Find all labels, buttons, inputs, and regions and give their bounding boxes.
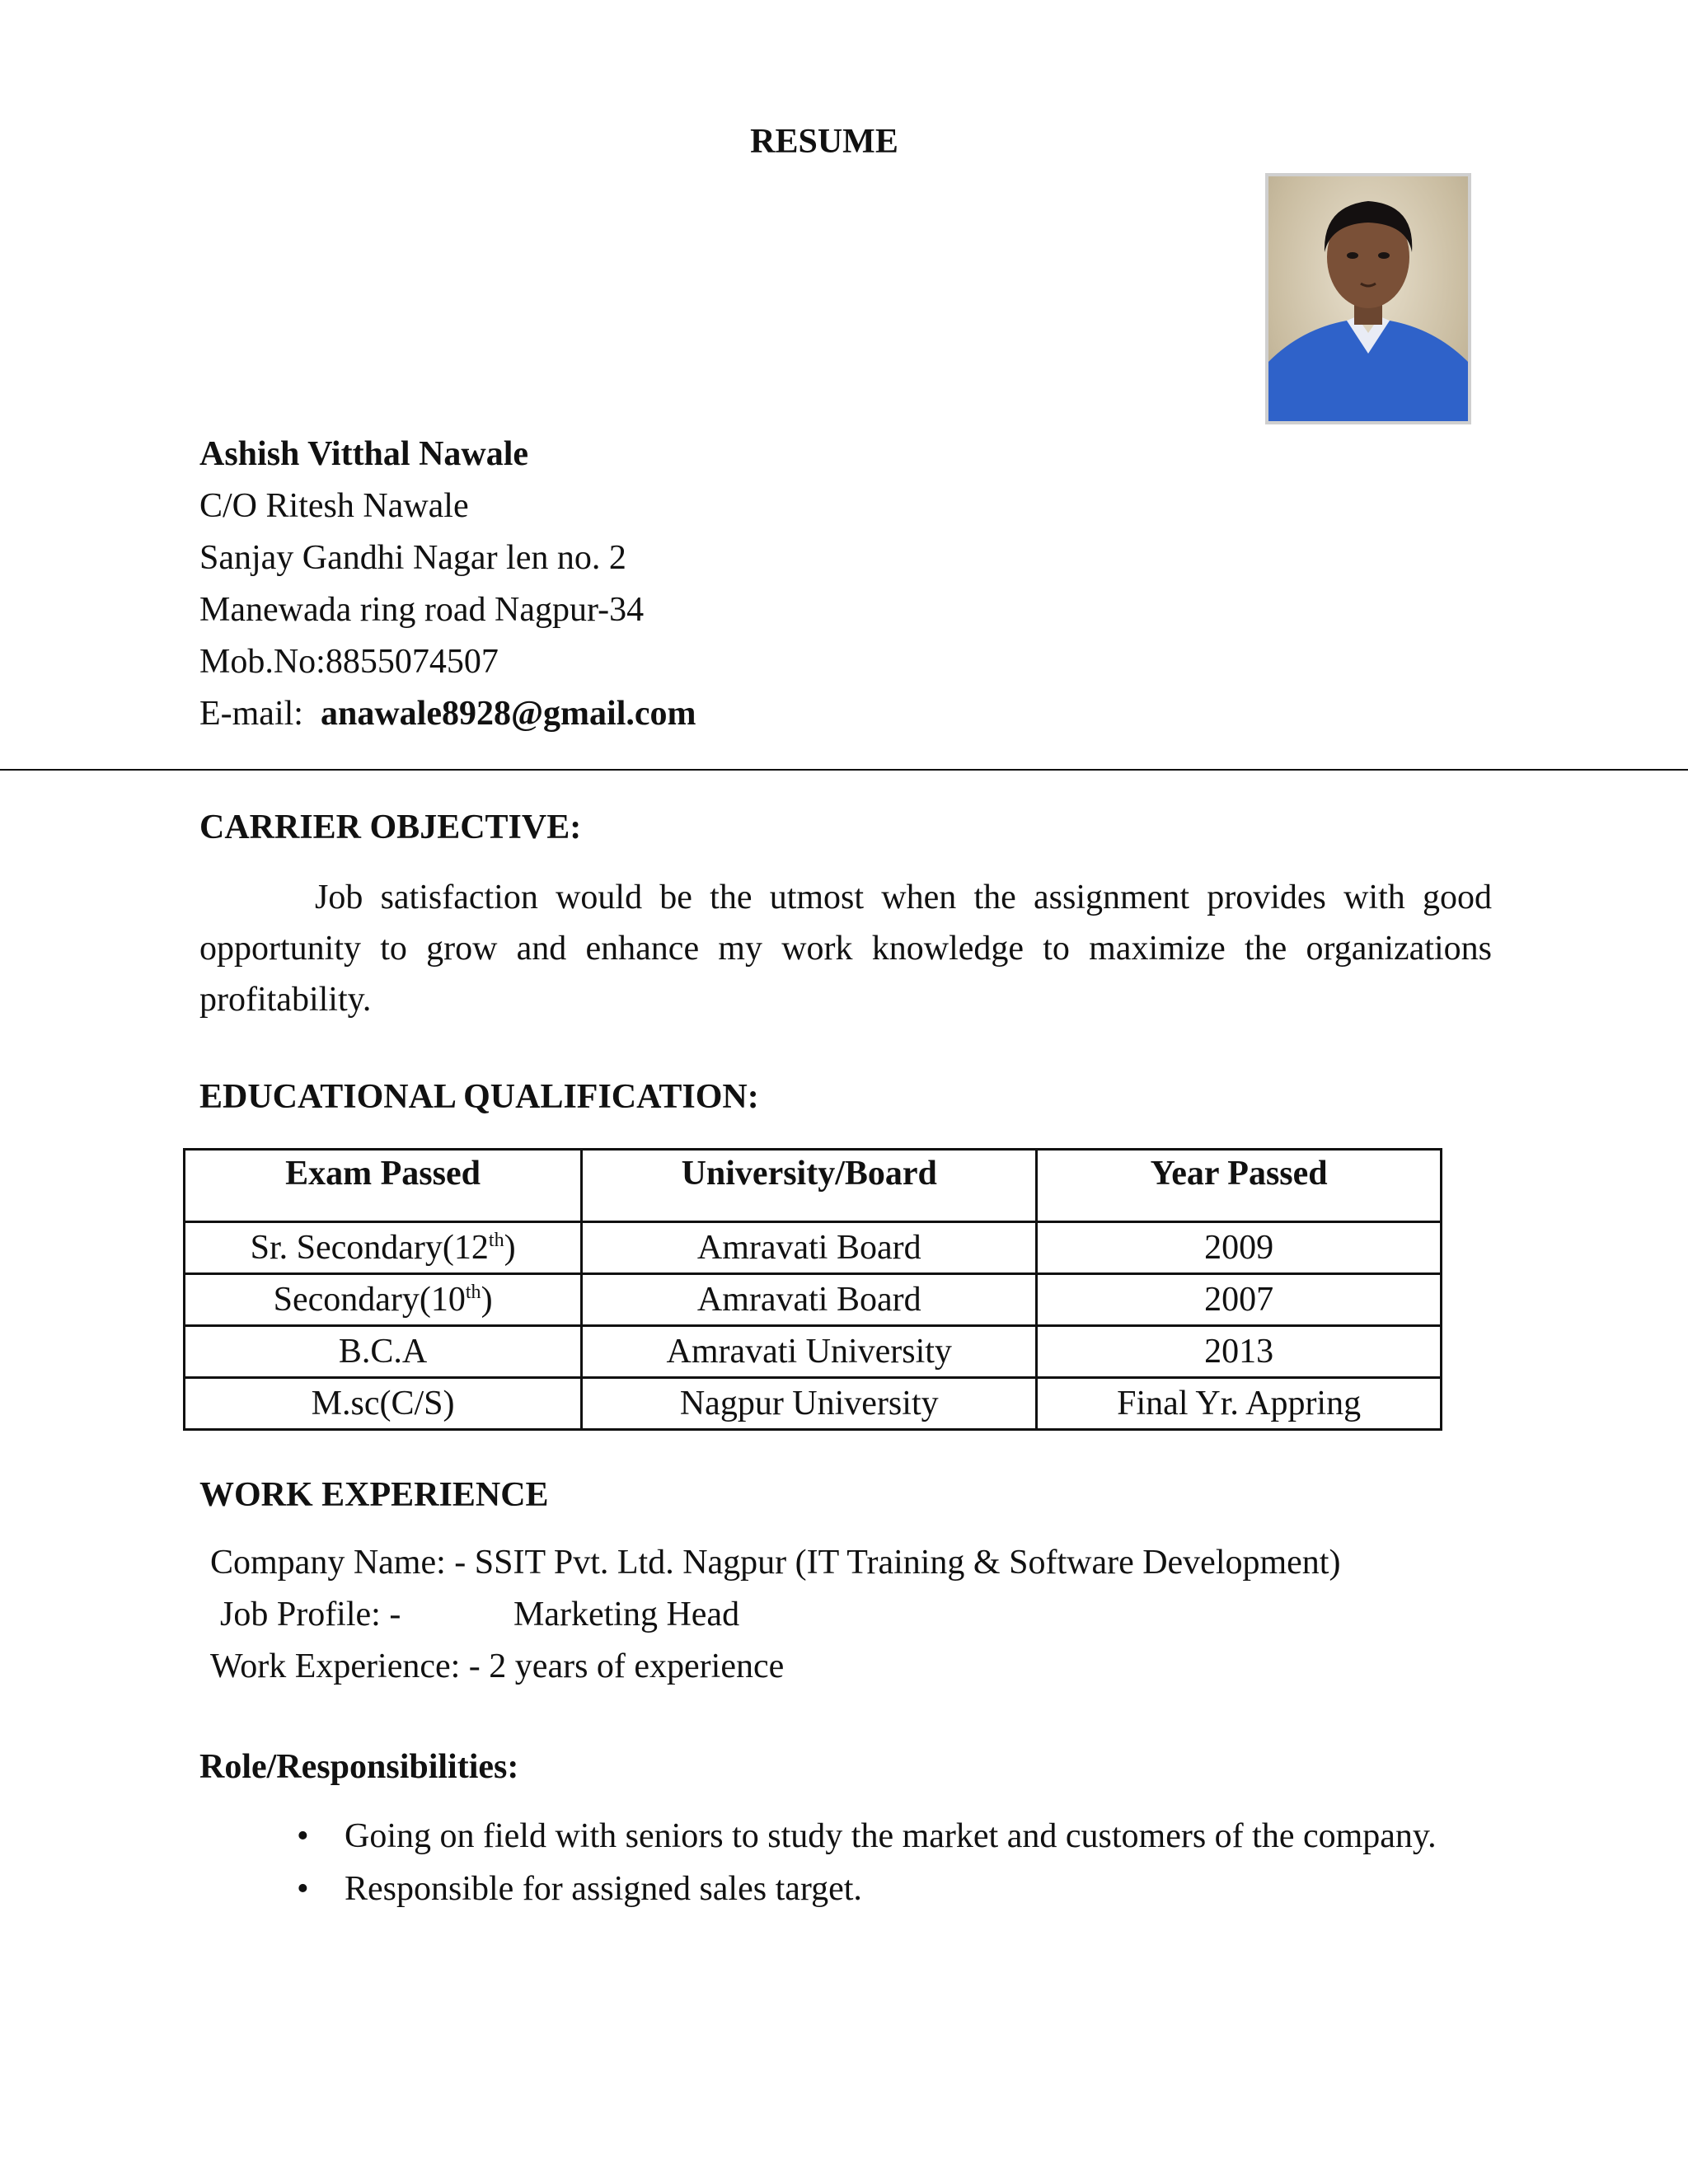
exam-close: )	[504, 1229, 516, 1267]
contact-block	[199, 429, 696, 740]
board-cell: Amravati Board	[582, 1222, 1037, 1274]
exam-close: )	[481, 1281, 493, 1319]
ordinal-suffix: th	[488, 1230, 504, 1251]
exam-cell	[185, 1378, 582, 1430]
table-row	[185, 1274, 1442, 1326]
objective-text: Job satisfaction would be the utmost when the assignment provides with good opportunity to grow and enhance my work knowledge to maximize the organizations profitability.	[199, 879, 1492, 1019]
job-profile-label: Job Profile: -	[220, 1596, 401, 1633]
list-item	[297, 1863, 1500, 1915]
education-heading: EDUCATIONAL QUALIFICATION:	[199, 1078, 759, 1116]
responsibilities-list	[297, 1811, 1500, 1916]
board-cell: Nagpur University	[582, 1378, 1037, 1430]
year-cell: 2009	[1037, 1222, 1442, 1274]
exam-cell	[185, 1274, 582, 1326]
table-row	[185, 1326, 1442, 1378]
column-header-exam: Exam Passed	[185, 1150, 582, 1222]
job-profile-value: Marketing Head	[513, 1596, 740, 1633]
list-item	[297, 1811, 1500, 1862]
table-row	[185, 1222, 1442, 1274]
roles-heading: Role/Responsibilities:	[199, 1748, 519, 1786]
email-line	[199, 688, 696, 740]
column-header-year: Year Passed	[1037, 1150, 1442, 1222]
resume-title: RESUME	[750, 123, 898, 161]
year-cell: 2007	[1037, 1274, 1442, 1326]
company-line: Company Name: - SSIT Pvt. Ltd. Nagpur (IT Training & Software Development)	[210, 1544, 1341, 1582]
objective-heading: CARRIER OBJECTIVE:	[199, 808, 582, 846]
candidate-name: Ashish Vitthal Nawale	[199, 435, 529, 473]
list-item-text: Responsible for assigned sales target.	[345, 1870, 862, 1908]
exam-name: B.C.A	[338, 1333, 428, 1371]
email-label: E-mail:	[199, 695, 303, 733]
bullet-icon: •	[297, 1817, 309, 1855]
board-cell: Amravati University	[582, 1326, 1037, 1378]
mobile-number: Mob.No:8855074507	[199, 643, 499, 681]
profile-photo	[1265, 173, 1471, 424]
exam-name: Secondary(10	[273, 1281, 466, 1319]
person-photo-illustration	[1268, 176, 1468, 421]
address-line-2: Manewada ring road Nagpur-34	[199, 591, 645, 629]
table-row	[185, 1378, 1442, 1430]
experience-line: Work Experience: - 2 years of experience	[210, 1647, 785, 1685]
section-divider	[0, 769, 1688, 771]
job-profile-line	[210, 1589, 1340, 1641]
care-of-line: C/O Ritesh Nawale	[199, 487, 469, 525]
year-cell: 2013	[1037, 1326, 1442, 1378]
address-line-1: Sanjay Gandhi Nagar len no. 2	[199, 539, 626, 577]
exam-name: M.sc(C/S)	[311, 1385, 455, 1422]
exam-cell	[185, 1326, 582, 1378]
table-header-row	[185, 1150, 1442, 1222]
email-address[interactable]: anawale8928@gmail.com	[320, 695, 696, 733]
column-header-board: University/Board	[582, 1150, 1037, 1222]
board-cell: Amravati Board	[582, 1274, 1037, 1326]
education-table	[183, 1148, 1442, 1431]
exam-name: Sr. Secondary(12	[250, 1229, 489, 1267]
year-cell: Final Yr. Appring	[1037, 1378, 1442, 1430]
ordinal-suffix: th	[465, 1282, 481, 1303]
work-heading: WORK EXPERIENCE	[199, 1476, 549, 1514]
exam-cell	[185, 1222, 582, 1274]
bullet-icon: •	[297, 1870, 309, 1908]
work-details	[210, 1537, 1340, 1693]
list-item-text: Going on field with seniors to study the market and customers of the company.	[345, 1817, 1437, 1855]
